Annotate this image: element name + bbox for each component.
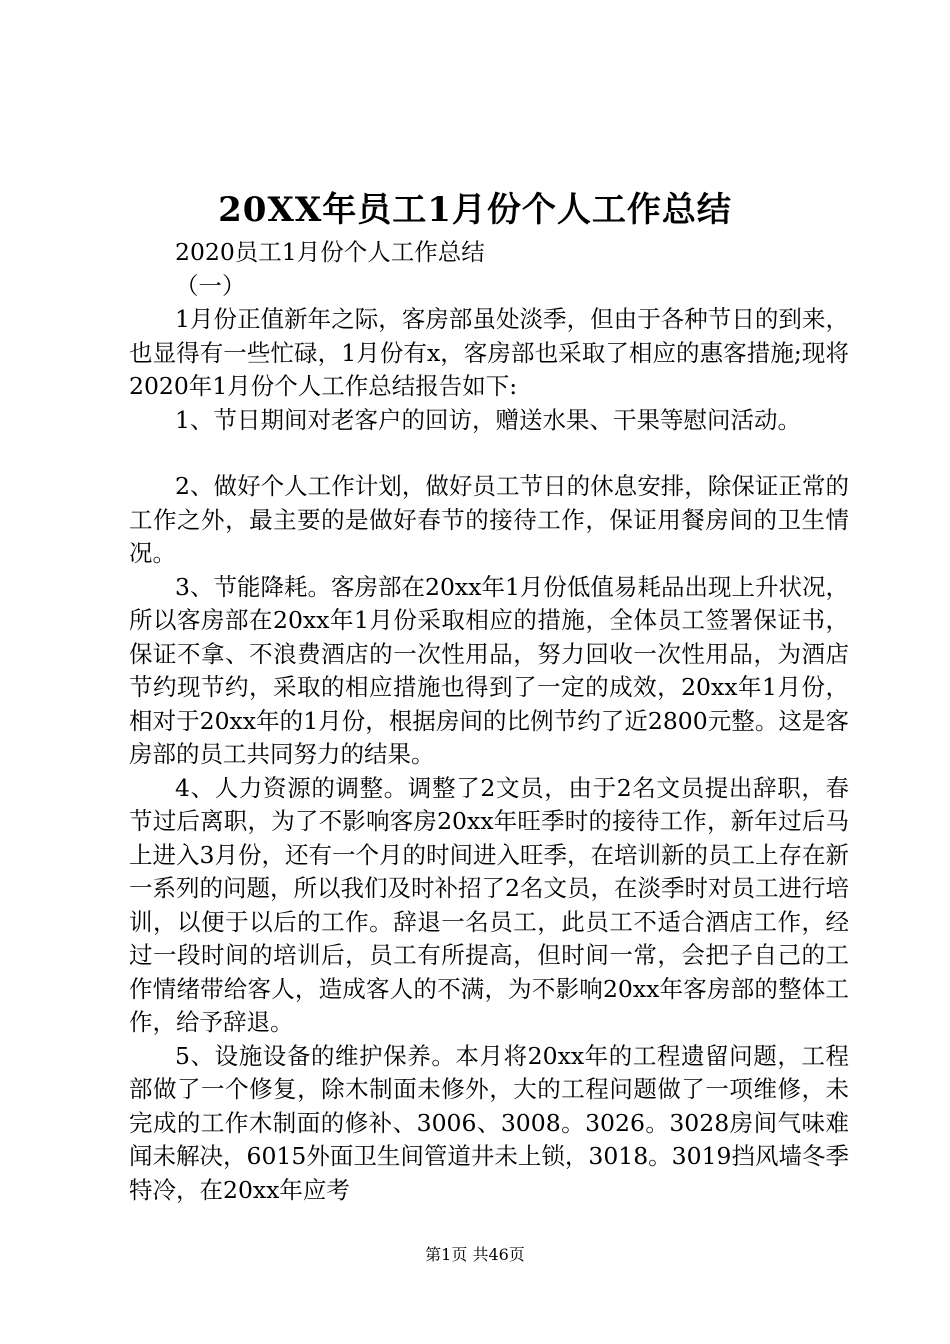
- paragraph-item-4: 4、人力资源的调整。调整了2文员，由于2名文员提出辞职，春节过后离职，为了不影响客房20xx年旺季时的接待工作，新年过后马上进入3月份，还有一个月的时间进入旺季，在培训新的员工上存在新一系列的问题，所以我们及时补招了2名文员，在淡季时对员工进行培训，以便于以后的工作。辞退一名员工，此员工不适合酒店工作，经过一段时间的培训后，员工有所提高，但时间一常，会把子自己的工作情绪带给客人，造成客人的不满，为不影响20xx年客房部的整体工作，给予辞退。: [129, 773, 849, 1036]
- paragraph-item-1: 1、节日期间对老客户的回访，赠送水果、干果等慰问活动。: [175, 405, 801, 434]
- paragraph-intro: 1月份正值新年之际，客房部虽处淡季，但由于各种节日的到来，也显得有一些忙碌，1月份有x，客房部也采取了相应的惠客措施;现将2020年1月份个人工作总结报告如下:: [129, 305, 849, 400]
- document-title: 20XX年员工1月份个人工作总结: [218, 190, 732, 230]
- paragraph-item-3: 3、节能降耗。客房部在20xx年1月份低值易耗品出现上升状况，所以客房部在20xx年1月份采取相应的措施，全体员工签署保证书，保证不拿、不浪费酒店的一次性用品，努力回收一次性用品，为酒店节约现节约，采取的相应措施也得到了一定的成效，20xx年1月份，相对于20xx年的1月份，根据房间的比例节约了近2800元整。这是客房部的员工共同努力的结果。: [129, 572, 849, 768]
- paragraph-item-2: 2、做好个人工作计划，做好员工节日的休息安排，除保证正常的工作之外，最主要的是做好春节的接待工作，保证用餐房间的卫生情况。: [129, 472, 849, 567]
- page-footer: 第1页 共46页: [425, 1245, 525, 1264]
- section-marker: （一）: [175, 271, 246, 300]
- document-body: [129, 236, 849, 1207]
- paragraph-item-5: 5、设施设备的维护保养。本月将20xx年的工程遗留问题，工程部做了一个修复，除木制面未修外，大的工程问题做了一项维修，未完成的工作木制面的修补、3006、3008。3026。3028房间气味难闻未解决，6015外面卫生间管道井未上锁，3018。3019挡风墙冬季特冷，在20xx年应考: [129, 1041, 849, 1204]
- document-subtitle: 2020员工1月份个人工作总结: [175, 238, 485, 266]
